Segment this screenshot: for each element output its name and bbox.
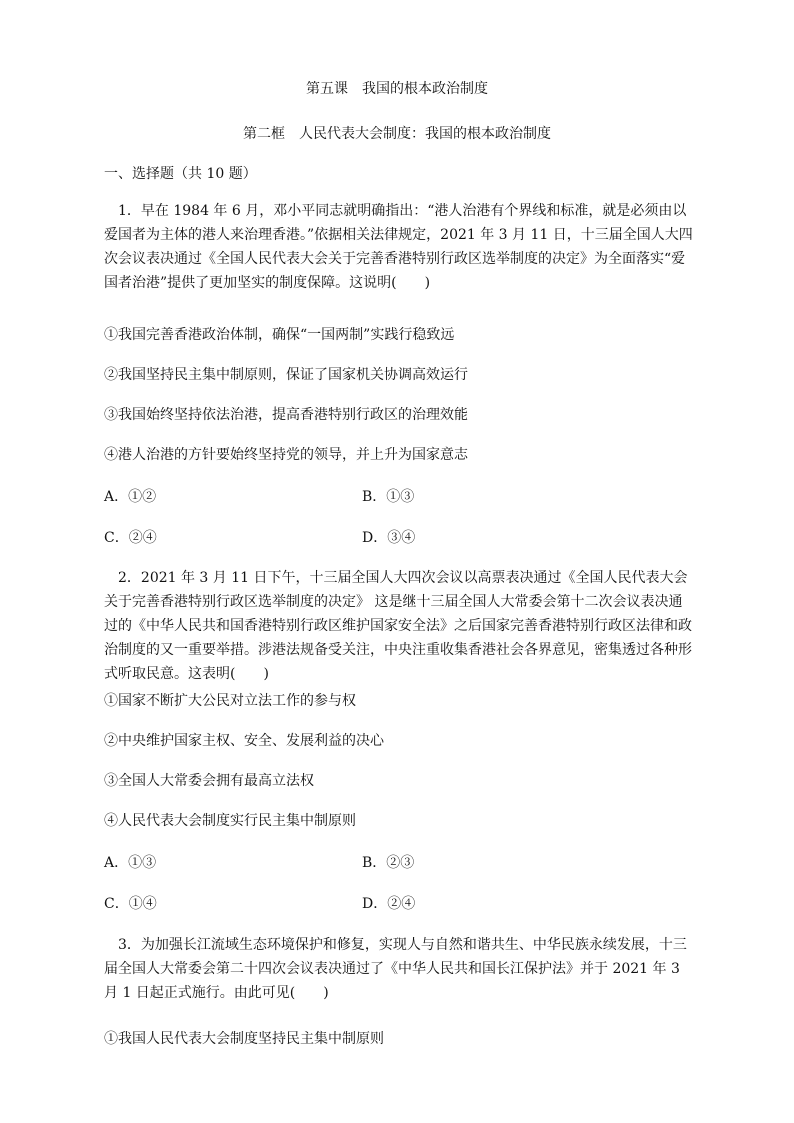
question-2-stem: 2．2021 年 3 月 11 日下午，十三届全国人大四次会议以高票表决通过《全国人民代表大会关于完善香港特别行政区选举制度的决定》 这是继十三届全国人大常委会第十二次会议表决通过的《中华人民共和国香港特别行政区维护国家安全法》之后国家完善香港特别行政区法律和政治制度的又一重要举措。涉港法规备受关注，中央注重收集香港社会各界意见，密集透过各种形式听取民意。这表明( ) [104, 570, 692, 682]
section-heading: 一、选择题（共 10 题） [104, 166, 257, 182]
question-1-item-4: ④港人治港的方针要始终坚持党的领导，并上升为国家意志 [104, 447, 468, 463]
question-3-item-1: ①我国人民代表大会制度坚持民主集中制原则 [104, 1031, 384, 1047]
question-1-stem: 1．早在 1984 年 6 月，邓小平同志就明确指出：“港人治港有个界线和标准，就是必须由以爱国者为主体的港人来治理香港。”依据相关法律规定，2021 年 3 月 11 日，十三届全国人大四次会议表决通过《全国人民代表大会关于完善香港特别行政区选举制度的决定》为全面落实“爱国者治港”提供了更加坚实的制度保障。这说明( ) [104, 203, 693, 291]
question-2-option-c[interactable]: C．①④ [104, 896, 157, 912]
question-1-option-a[interactable]: A．①② [104, 489, 157, 505]
question-2-item-3: ③全国人大常委会拥有最高立法权 [104, 773, 314, 789]
question-3 [104, 933, 696, 1005]
lesson-title: 第五课 我国的根本政治制度 [306, 81, 488, 97]
question-3-stem: 3．为加强长江流域生态环境保护和修复，实现人与自然和谐共生、中华民族永续发展，十三届全国人大常委会第二十四次会议表决通过了《中华人民共和国长江保护法》并于 2021 年 3 月 1 日起正式施行。由此可见( ) [104, 937, 687, 1001]
question-1-item-3: ③我国始终坚持依法治港，提高香港特别行政区的治理效能 [104, 407, 468, 423]
question-1-option-d[interactable]: D．③④ [362, 530, 416, 546]
question-2-option-a[interactable]: A．①③ [104, 855, 157, 871]
question-1-item-1: ①我国完善香港政治体制，确保“一国两制”实践行稳致远 [104, 327, 455, 343]
question-2-option-b[interactable]: B．②③ [362, 855, 415, 871]
question-1 [104, 199, 696, 295]
question-2-item-4: ④人民代表大会制度实行民主集中制原则 [104, 813, 356, 829]
lesson-subtitle: 第二框 人民代表大会制度：我国的根本政治制度 [243, 126, 551, 142]
question-2-item-1: ①国家不断扩大公民对立法工作的参与权 [104, 693, 356, 709]
question-1-option-b[interactable]: B．①③ [362, 489, 415, 505]
question-2 [104, 566, 696, 686]
question-1-item-2: ②我国坚持民主集中制原则，保证了国家机关协调高效运行 [104, 367, 468, 383]
question-2-option-d[interactable]: D．②④ [362, 896, 416, 912]
question-2-item-2: ②中央维护国家主权、安全、发展利益的决心 [104, 733, 384, 749]
question-1-option-c[interactable]: C．②④ [104, 530, 157, 546]
